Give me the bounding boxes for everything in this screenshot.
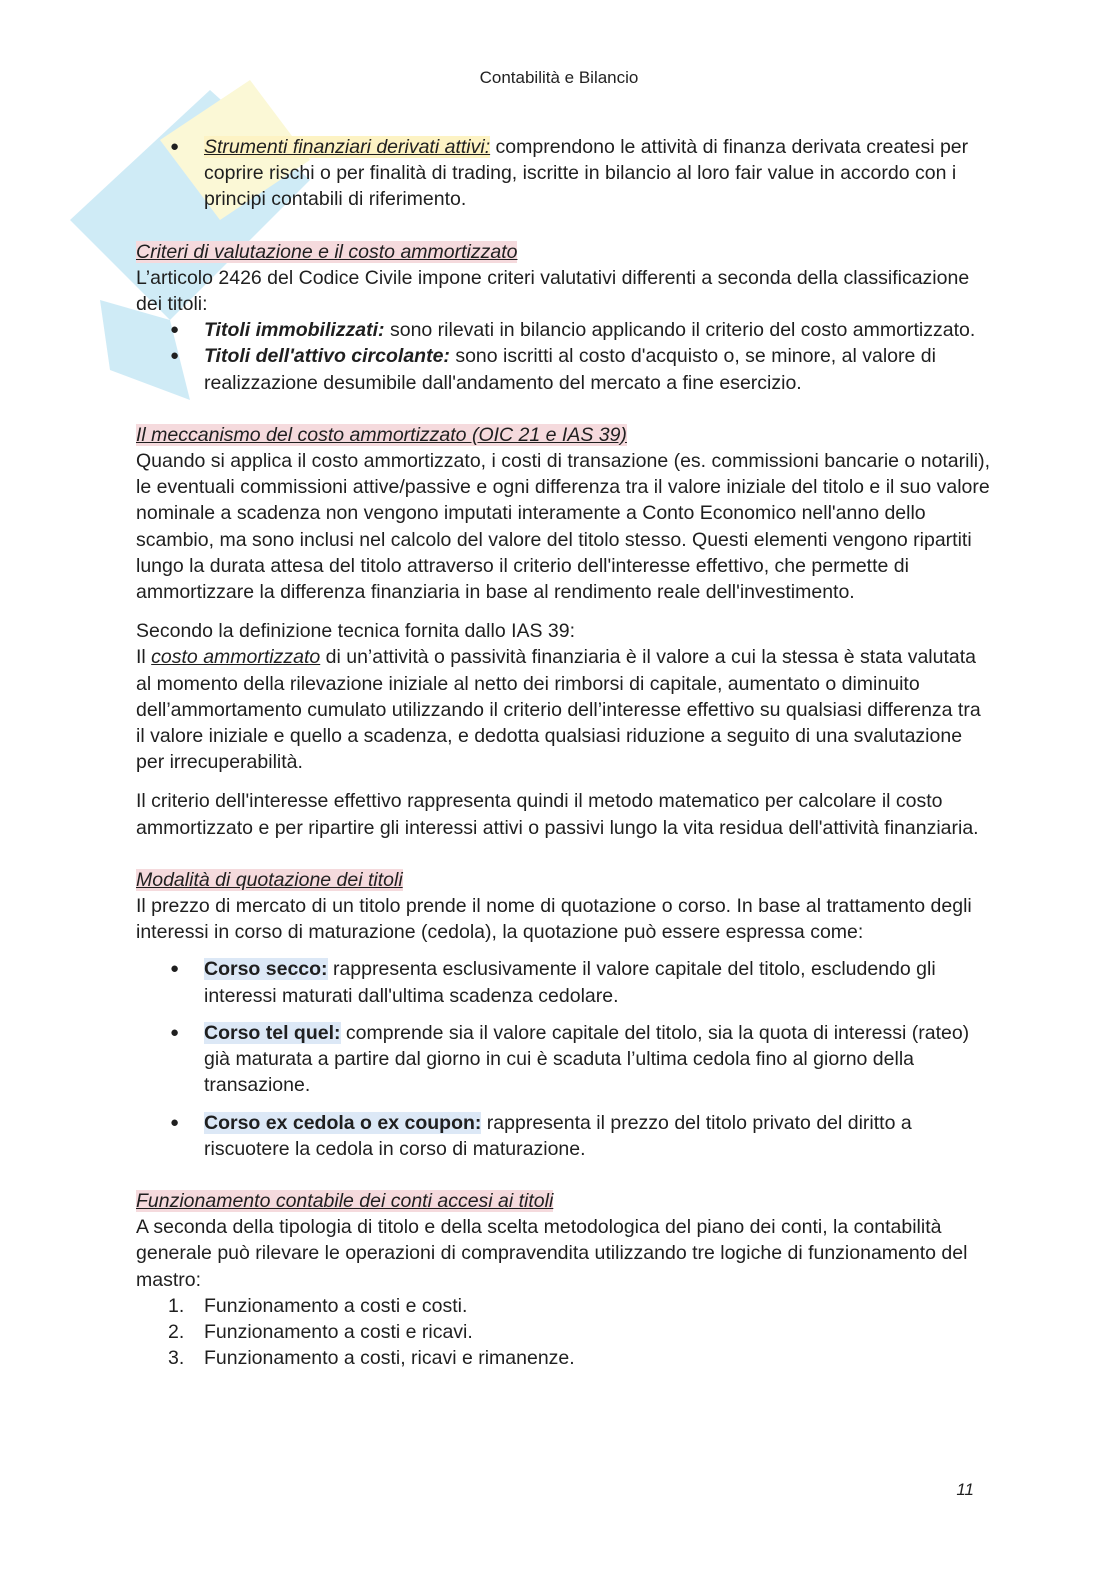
list-item [0, 317, 992, 343]
list-item [0, 1110, 992, 1162]
list-item-text: sono rilevati in bilancio applicando il criterio del costo ammortizzato. [384, 319, 976, 342]
list-item [0, 956, 992, 1008]
paragraph: Il prezzo di mercato di un titolo prende il nome di quotazione o corso. In base al trattamento degli interessi in corso di maturazione (cedola), la quotazione può essere espressa come: [136, 895, 972, 944]
list-item [0, 1319, 992, 1345]
paragraph: A seconda della tipologia di titolo e della scelta metodologica del piano dei conti, la contabilità generale può rilevare le operazioni di compravendita utilizzando tre logiche di funzionamento del mastro: [136, 1216, 968, 1291]
list-item-text: Funzionamento a costi e ricavi. [204, 1320, 473, 1343]
term-corso-ex-cedola: Corso ex cedola o ex coupon: [204, 1111, 482, 1134]
page-content [136, 134, 992, 1371]
intro-list [136, 134, 992, 213]
paragraph: Il criterio dell'interesse effettivo rappresenta quindi il metodo matematico per calcolare il costo ammortizzato e per ripartire gli interessi attivi o passivi lungo la vita residua dell'attività finanziaria. [136, 790, 979, 839]
list-item-text: comprende sia il valore capitale del titolo, sia la quota di interessi (rateo) già maturata a partire dal giorno in cui è scaduta l’ultima cedola fino al giorno della transazione. [204, 1021, 970, 1097]
list-item [0, 343, 992, 395]
list-number: 1. [168, 1294, 185, 1317]
list-item [0, 1020, 992, 1099]
heading-text: Il meccanismo del costo ammortizzato (OIC 21 e IAS 39) [136, 423, 627, 446]
section-heading-criteri [136, 239, 992, 265]
list-item [0, 1293, 992, 1319]
section4-numbered-list [136, 1293, 992, 1372]
section-heading-meccanismo [136, 422, 992, 448]
page-header: Contabilità e Bilancio [479, 68, 639, 87]
list-item-text: Funzionamento a costi e costi. [204, 1294, 468, 1317]
list-item [0, 1345, 992, 1371]
list-item-text: comprendono le attività di finanza derivata createsi per coprire rischi o per finalità di trading, iscritte in bilancio al loro fair value in accordo con i principi contabili di riferimento. [204, 136, 969, 211]
list-item-text: Funzionamento a costi, ricavi e rimanenze. [204, 1347, 575, 1370]
list-number: 2. [168, 1320, 185, 1343]
heading-text: Funzionamento contabile dei conti accesi ai titoli [136, 1189, 554, 1212]
list-item-text: sono iscritti al costo d'acquisto o, se minore, al valore di realizzazione desumibile dall'andamento del mercato a fine esercizio. [204, 345, 936, 394]
term-strumenti-derivati: Strumenti finanziari derivati attivi: [204, 136, 491, 158]
term-costo-ammortizzato: costo ammortizzato [151, 646, 321, 669]
paragraph-text: Il [136, 646, 152, 669]
paragraph: Quando si applica il costo ammortizzato, i costi di transazione (es. commissioni bancarie o notarili), le eventuali commissioni attive/passive e ogni differenza tra il valore iniziale del titolo e il suo valore nominale a scadenza non vengono imputati interamente a Conto Economico nell'anno dello scambio, ma sono inclusi nel calcolo del valore del titolo stesso. Questi elementi vengono ripartiti lungo la durata attesa del titolo attraverso il criterio dell'interesse effettivo, che permette di ammortizzare la differenza finanziaria in base al rendimento reale dell'investimento. [136, 450, 991, 604]
heading-text: Criteri di valutazione e il costo ammortizzato [136, 240, 518, 263]
section1-list [136, 317, 992, 396]
paragraph [136, 644, 992, 775]
term-titoli-immobilizzati: Titoli immobilizzati: [204, 319, 385, 342]
list-item-text: rappresenta il prezzo del titolo privato del diritto a riscuotere la cedola in corso di maturazione. [204, 1111, 912, 1160]
paragraph-text: di un’attività o passività finanziaria è il valore a cui la stessa è stata valutata al momento della rilevazione iniziale al netto dei rimborsi di capitale, aumentato o diminuito dell’ammortamento cumulato utilizzando il criterio dell’interesse effettivo su qualsiasi differenza tra il valore iniziale e quello a scadenza, e dedotta qualsiasi riduzione a seguito di una svalutazione per irrecuperabilità. [136, 646, 981, 774]
paragraph: L’articolo 2426 del Codice Civile impone criteri valutativi differenti a seconda della classificazione dei titoli: [136, 266, 970, 316]
list-item-text: rappresenta esclusivamente il valore capitale del titolo, escludendo gli interessi maturati dall'ultima scadenza cedolare. [204, 958, 936, 1007]
term-titoli-attivo-circolante: Titoli dell'attivo circolante: [204, 345, 450, 368]
section-heading-quotazione [136, 867, 992, 893]
page-number: 11 [956, 1480, 974, 1499]
list-number: 3. [168, 1347, 185, 1370]
term-corso-secco: Corso secco: [204, 958, 328, 981]
paragraph: Secondo la definizione tecnica fornita dallo IAS 39: [136, 620, 576, 643]
heading-text: Modalità di quotazione dei titoli [136, 868, 403, 891]
term-corso-tel-quel: Corso tel quel: [204, 1021, 341, 1044]
list-item [0, 134, 992, 213]
section3-list [136, 956, 992, 1161]
section-heading-funzionamento [136, 1188, 992, 1214]
